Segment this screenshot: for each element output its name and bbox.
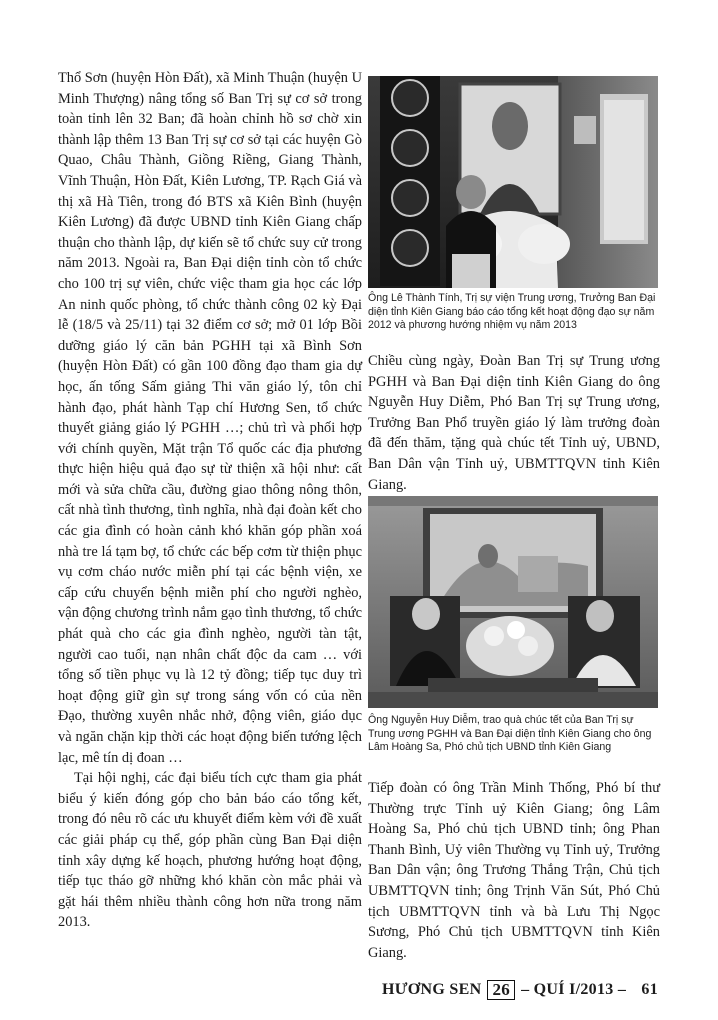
photo-speaker-at-podium <box>368 76 658 288</box>
left-column <box>58 68 362 933</box>
body-paragraph: Tại hội nghị, các đại biểu tích cực tham gia phát biểu ý kiến đóng góp cho bản báo cáo tổng kết, trong đó nêu rõ các ưu khuyết điểm kèm với đề xuất các giải pháp cụ thể, góp phần cùng Ban Đại diện tỉnh xây dựng kế hoạch, phương hướng hoạt động, tiếp tục tháo gỡ những khó khăn còn mắc phải và gặt hái thêm nhiều thành công hơn nữa trong năm 2013. <box>58 770 362 931</box>
body-paragraph: Thổ Sơn (huyện Hòn Đất), xã Minh Thuận (huyện U Minh Thượng) nâng tổng số Ban Trị sự cơ sở trong toàn tỉnh lên 32 Ban; đã hoàn chỉnh hồ sơ chờ xin thành lập thêm 13 Ban Trị sự cơ sở tại các huyện Gò Quao, Châu Thành, Giồng Riềng, Giang Thành, Vĩnh Thuận, Hòn Đất, Kiên Lương, TP. Rạch Giá và thị xã Hà Tiên, trong đó BTS xã Kiên Bình (huyện Kiên Lương) đã được UBND tỉnh Kiên Giang chấp thuận cho thành lập, dự kiến sẽ tổ chức suy cử trong năm 2013. Ngoài ra, Ban Đại diện tỉnh còn tổ chức cho 100 trị sự viên, chức việc tham gia học các lớp An ninh quốc phòng, tổ chức thành công 02 kỳ Đại lễ (18/5 và 25/11) tại 32 điểm cơ sở; mở 01 lớp Bồi dưỡng giáo lý căn bản PGHH tại xã Bình Sơn (huyện Hòn Đất) có gần 100 đồng đạo tham gia dự học, ấn tống Sấm giảng Thi văn giáo lý, tôn chỉ hành đạo, phát hành Tạp chí Hương Sen, tổ chức thuyết giảng giáo lý PGHH …; chủ trì và phối hợp với chính quyền, Mặt trận Tổ quốc các địa phương thực hiện hiệu quả đạo sự từ thiện xã hội như: cất mới và sửa chữa cầu, đường giao thông nông thôn, cất nhà tình thương, tình nghĩa, nhà đại đoàn kết cho các gia đình có hoàn cảnh khó khăn góp phần xoá nhà tre lá tạm bợ, tổ chức các bếp cơm từ thiện phục vụ cơm cháo nước miễn phí tại các bệnh viện, xe cấp cứu chuyển bệnh miễn phí cho người nghèo, vận động chương trình nắm gạo tình thương, tổ chức phát quà cho các gia đình nghèo, người tàn tật, người cao tuổi, nạn nhân chất độc da cam … với tổng số tiền phục vụ là 12 tỷ đồng; tiếp tục duy trì hoạt động giữ gìn sự trong sáng vốn có của nền Đạo, thường xuyên nhắc nhở, động viên, giáo dục và ngăn chặn kịp thời các hoạt động biến tướng lệch lạc, mê tín dị đoan … <box>58 70 362 766</box>
issue-period: – QUÍ I/2013 – <box>521 981 627 998</box>
speaker-photo-image <box>368 76 658 288</box>
page-footer <box>382 980 658 1000</box>
photo-gift-presentation <box>368 496 658 708</box>
page-number: 61 <box>641 981 658 998</box>
magazine-name: HƯƠNG SEN <box>382 981 482 998</box>
gift-photo-image <box>368 496 658 708</box>
body-paragraph: Chiều cùng ngày, Đoàn Ban Trị sự Trung ương PGHH và Ban Đại diện tỉnh Kiên Giang do ông Nguyễn Huy Diễm, Phó Ban Trị sự Trung ương, Trưởng Ban Phổ truyền giáo lý làm trưởng đoàn đã đến thăm, tặng quà chúc tết Tỉnh uỷ, UBND, Ban Dân vận Tỉnh uỷ, UBMTTQVN tỉnh Kiên Giang. <box>368 353 660 493</box>
photo-caption: Ông Lê Thành Tính, Trị sự viện Trung ương, Trưởng Ban Đại diện tỉnh Kiên Giang báo cáo tổng kết hoạt động đạo sự năm 2012 và phương hướng nhiệm vụ năm 2013 <box>368 292 656 332</box>
issue-number: 26 <box>487 980 515 1000</box>
body-paragraph: Tiếp đoàn có ông Trần Minh Thống, Phó bí thư Thường trực Tỉnh uỷ Kiên Giang; ông Lâm Hoàng Sa, Phó chủ tịch UBND tỉnh; ông Phan Thanh Bình, Uỷ viên Thường vụ Tỉnh uỷ, Trưởng Ban Dân vận; ông Trương Thắng Trận, Chủ tịch UBMTTQVN tỉnh; ông Trịnh Văn Sút, Phó Chủ tịch UBMTTQVN tỉnh và bà Lưu Thị Ngọc Sương, Phó Chủ tịch UBMTTQVN tỉnh Kiên Giang. <box>368 780 660 961</box>
photo-caption: Ông Nguyễn Huy Diễm, trao quà chúc tết của Ban Trị sự Trung ương PGHH và Ban Đại diện tỉnh Kiên Giang cho ông Lâm Hoàng Sa, Phó chủ tịch UBND tỉnh Kiên Giang <box>368 714 652 754</box>
